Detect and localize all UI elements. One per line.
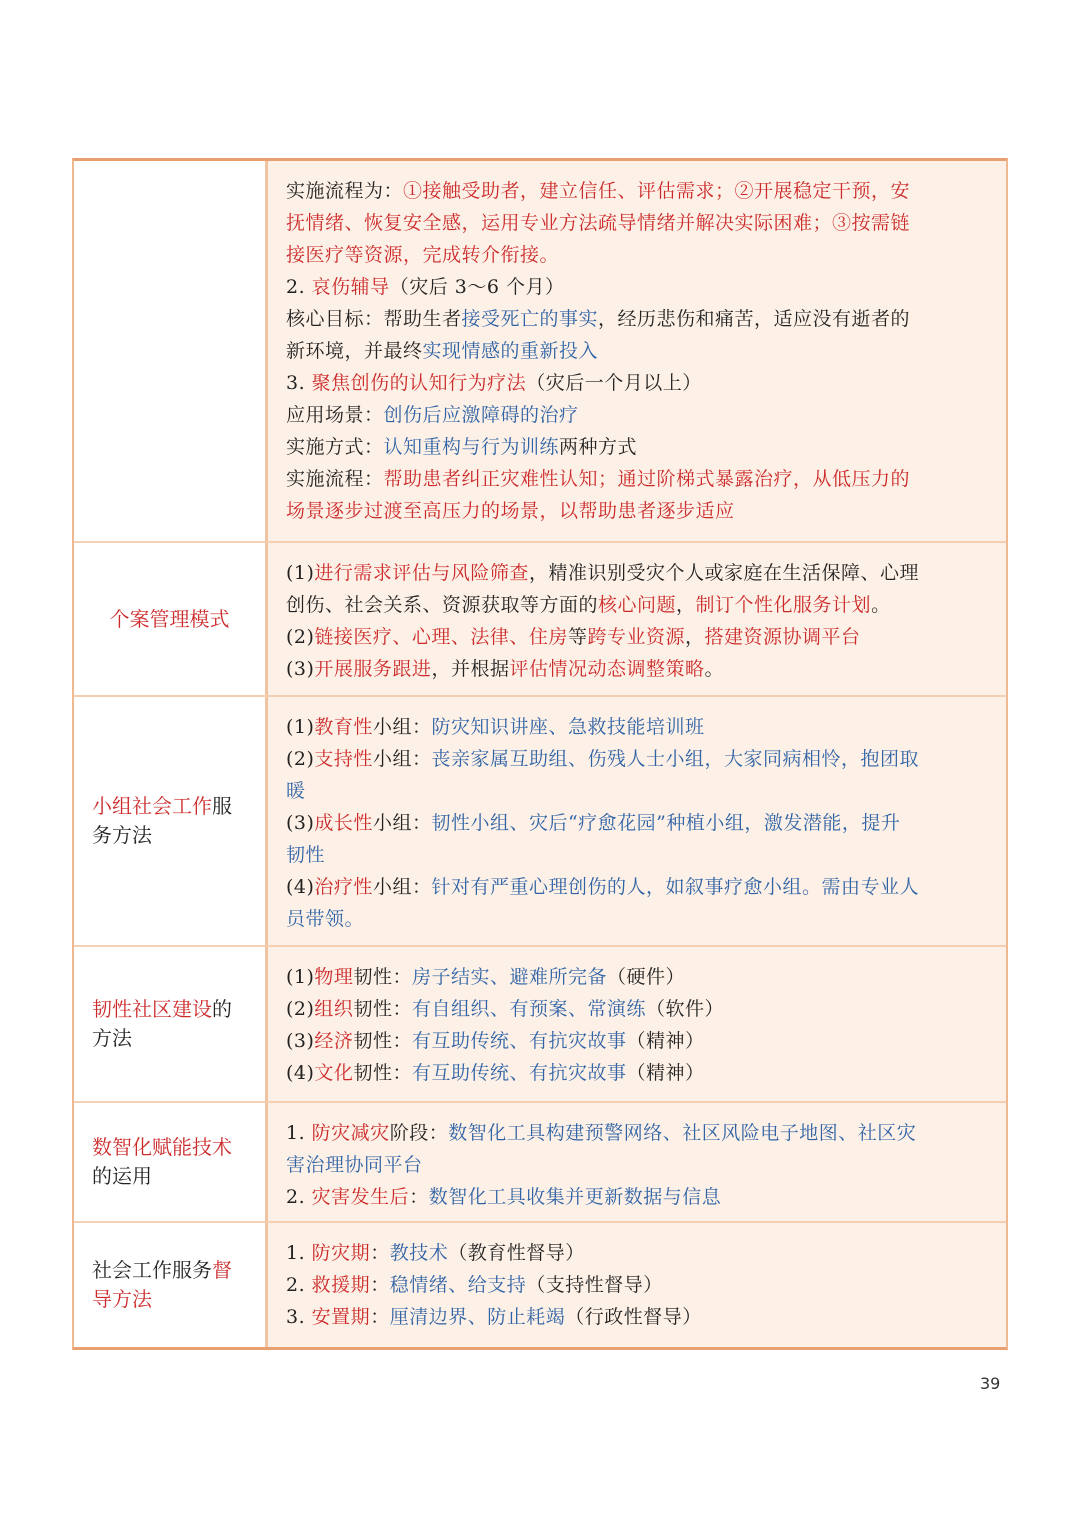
content-line bbox=[286, 589, 988, 621]
text-segment: 创伤后应激障碍的治疗 bbox=[383, 404, 579, 426]
row-content bbox=[268, 947, 1006, 1101]
text-segment: (1) bbox=[286, 562, 315, 584]
text-segment: 评估情况动态调整策略 bbox=[509, 658, 705, 680]
text-segment: 帮助患者纠正灾难性认知；通过阶梯式暴露治疗，从低压力的 bbox=[383, 468, 911, 490]
content-line bbox=[286, 993, 988, 1025]
heading-text: 数智化赋能技术 bbox=[92, 1135, 232, 1159]
text-segment: 治疗性 bbox=[314, 876, 373, 898]
row-heading bbox=[74, 947, 268, 1101]
content-line bbox=[286, 653, 988, 685]
content-table bbox=[72, 158, 1008, 1350]
table-row bbox=[74, 947, 1006, 1103]
content-line bbox=[286, 271, 988, 303]
content-line bbox=[286, 1301, 988, 1333]
page-number: 39 bbox=[980, 1374, 1001, 1393]
text-segment: 防灾减灾 bbox=[311, 1122, 390, 1144]
text-segment: （灾后一个月以上） bbox=[526, 372, 702, 394]
text-segment: 厘清边界、防止耗竭 bbox=[389, 1306, 566, 1328]
text-segment: （灾后 3～6 个月） bbox=[389, 276, 565, 298]
text-segment: (1) bbox=[286, 716, 315, 738]
text-segment: 两种方式 bbox=[559, 436, 638, 458]
content-line bbox=[286, 903, 988, 935]
text-segment: 2. bbox=[286, 1186, 312, 1208]
content-line bbox=[286, 367, 988, 399]
text-segment: 救援期 bbox=[311, 1274, 371, 1296]
text-segment: (3) bbox=[286, 812, 315, 834]
heading-text: 韧性社区建设 bbox=[92, 997, 212, 1021]
content-line bbox=[286, 1181, 988, 1213]
heading-text: 督导方法 bbox=[92, 1258, 232, 1311]
text-segment: 实施方式： bbox=[286, 436, 384, 458]
content-line bbox=[286, 1057, 988, 1089]
content-line bbox=[286, 621, 988, 653]
text-segment: 小组： bbox=[372, 748, 432, 770]
row-content bbox=[268, 161, 1006, 541]
content-line bbox=[286, 303, 988, 335]
text-segment: 认知重构与行为训练 bbox=[383, 436, 560, 458]
text-segment: 文化 bbox=[314, 1062, 354, 1084]
text-segment: 。 bbox=[704, 658, 724, 680]
content-line bbox=[286, 207, 988, 239]
text-segment: 场景逐步过渡至高压力的场景，以帮助患者逐步适应 bbox=[286, 500, 735, 522]
text-segment: 小组： bbox=[372, 876, 432, 898]
table-row bbox=[74, 1103, 1006, 1223]
text-segment: 成长性 bbox=[314, 812, 373, 834]
text-segment: 1. bbox=[286, 1122, 312, 1144]
content-line bbox=[286, 1269, 988, 1301]
text-segment: 聚焦创伤的认知行为疗法 bbox=[311, 372, 527, 394]
text-segment: 员带领。 bbox=[286, 908, 365, 930]
content-line bbox=[286, 495, 988, 527]
table-row bbox=[74, 697, 1006, 947]
content-line bbox=[286, 239, 988, 271]
text-segment: 防灾知识讲座、急救技能培训班 bbox=[431, 716, 705, 738]
text-segment: 韧性 bbox=[286, 844, 326, 866]
heading-text: 个案管理模式 bbox=[109, 606, 230, 631]
table-row bbox=[74, 161, 1006, 543]
content-line bbox=[286, 1149, 988, 1181]
text-segment: 有自组织、有预案、常演练 bbox=[411, 998, 646, 1020]
text-segment: ，经历悲伤和痛苦，适应没有逝者的 bbox=[598, 308, 911, 330]
row-content bbox=[268, 1223, 1006, 1347]
text-segment: 小组： bbox=[372, 812, 432, 834]
row-heading bbox=[74, 697, 268, 945]
text-segment: 有互助传统、有抗灾故事 bbox=[411, 1030, 627, 1052]
text-segment: 核心目标：帮助生者 bbox=[286, 308, 462, 330]
text-segment: 2. bbox=[286, 276, 312, 298]
text-segment: 实施流程： bbox=[286, 468, 384, 490]
text-segment: ， bbox=[684, 626, 705, 648]
text-segment: (2) bbox=[286, 998, 315, 1020]
text-segment: 稳情绪、给支持 bbox=[389, 1274, 527, 1296]
text-segment: 丧亲家属互助组、伤残人士小组，大家同病相怜，抱团取 bbox=[431, 748, 919, 770]
text-segment: 物理 bbox=[314, 966, 354, 988]
text-segment: 核心问题 bbox=[598, 594, 677, 616]
text-segment: 韧性小组、灾后“疗愈花园”种植小组，激发潜能，提升 bbox=[431, 812, 901, 834]
text-segment: 韧性： bbox=[353, 966, 412, 988]
text-segment: 灾害发生后 bbox=[311, 1186, 410, 1208]
row-heading bbox=[74, 161, 268, 541]
content-line bbox=[286, 775, 988, 807]
text-segment: 针对有严重心理创伤的人，如叙事疗愈小组。需由专业人 bbox=[431, 876, 919, 898]
text-segment: 进行需求评估与风险筛查 bbox=[314, 562, 529, 584]
content-line bbox=[286, 399, 988, 431]
text-segment: 等 bbox=[567, 626, 588, 648]
text-segment: 阶段： bbox=[389, 1122, 449, 1144]
text-segment: 安置期 bbox=[311, 1306, 371, 1328]
text-segment: (1) bbox=[286, 966, 315, 988]
heading-text: 的方法 bbox=[92, 997, 232, 1050]
text-segment: 韧性： bbox=[353, 1062, 412, 1084]
text-segment: (3) bbox=[286, 1030, 315, 1052]
text-segment: 害治理协同平台 bbox=[286, 1154, 423, 1176]
text-segment: ①接触受助者，建立信任、评估需求；②开展稳定干预，安 bbox=[403, 180, 911, 202]
text-segment: 经济 bbox=[314, 1030, 354, 1052]
row-content bbox=[268, 1103, 1006, 1221]
content-line bbox=[286, 871, 988, 903]
text-segment: （教育性督导） bbox=[448, 1242, 585, 1264]
heading-text: 服务方法 bbox=[92, 794, 232, 847]
row-content bbox=[268, 543, 1006, 695]
row-heading bbox=[74, 1103, 268, 1221]
heading-text: 小组社会工作 bbox=[92, 794, 212, 818]
text-segment: 数智化工具收集并更新数据与信息 bbox=[428, 1186, 722, 1208]
text-segment: 韧性： bbox=[353, 998, 412, 1020]
text-segment: 支持性 bbox=[314, 748, 373, 770]
text-segment: 。 bbox=[871, 594, 891, 616]
text-segment: （行政性督导） bbox=[565, 1306, 702, 1328]
text-segment: ， bbox=[676, 594, 696, 616]
text-segment: 3. bbox=[286, 1306, 312, 1328]
text-segment: 小组： bbox=[372, 716, 432, 738]
content-line bbox=[286, 961, 988, 993]
text-segment: 组织 bbox=[314, 998, 354, 1020]
text-segment: (4) bbox=[286, 1062, 315, 1084]
content-line bbox=[286, 711, 988, 743]
content-line bbox=[286, 1237, 988, 1269]
text-segment: 新环境，并最终 bbox=[286, 340, 423, 362]
content-line bbox=[286, 807, 988, 839]
content-line bbox=[286, 335, 988, 367]
text-segment: 搭建资源协调平台 bbox=[704, 626, 861, 648]
content-line bbox=[286, 557, 988, 589]
text-segment: ： bbox=[370, 1306, 390, 1328]
content-line bbox=[286, 839, 988, 871]
text-segment: 韧性： bbox=[353, 1030, 412, 1052]
text-segment: （支持性督导） bbox=[526, 1274, 663, 1296]
text-segment: (4) bbox=[286, 876, 315, 898]
text-segment: 教技术 bbox=[389, 1242, 449, 1264]
row-heading bbox=[74, 1223, 268, 1347]
text-segment: 防灾期 bbox=[311, 1242, 371, 1264]
text-segment: 制订个性化服务计划 bbox=[695, 594, 872, 616]
text-segment: (2) bbox=[286, 748, 315, 770]
text-segment: 1. bbox=[286, 1242, 312, 1264]
content-line bbox=[286, 1117, 988, 1149]
content-line bbox=[286, 463, 988, 495]
text-segment: 哀伤辅导 bbox=[311, 276, 390, 298]
text-segment: （精神） bbox=[626, 1062, 705, 1084]
text-segment: 实现情感的重新投入 bbox=[422, 340, 599, 362]
table-row bbox=[74, 543, 1006, 697]
text-segment: 抚情绪、恢复安全感，运用专业方法疏导情绪并解决实际困难；③按需链 bbox=[286, 212, 911, 234]
content-line bbox=[286, 175, 988, 207]
text-segment: 接受死亡的事实 bbox=[461, 308, 599, 330]
text-segment: 链接医疗、心理、法律、住房 bbox=[314, 626, 568, 648]
text-segment: 教育性 bbox=[314, 716, 373, 738]
text-segment: ，并根据 bbox=[431, 658, 510, 680]
text-segment: 创伤、社会关系、资源获取等方面的 bbox=[286, 594, 599, 616]
text-segment: 实施流程为： bbox=[286, 180, 404, 202]
text-segment: 跨专业资源 bbox=[587, 626, 685, 648]
text-segment: (2) bbox=[286, 626, 315, 648]
heading-text: 社会工作服务 bbox=[92, 1258, 212, 1282]
text-segment: ： bbox=[370, 1274, 390, 1296]
text-segment: 接医疗等资源，完成转介衔接。 bbox=[286, 244, 560, 266]
text-segment: ，精准识别受灾个人或家庭在生活保障、心理 bbox=[528, 562, 919, 584]
text-segment: 2. bbox=[286, 1274, 312, 1296]
table-row bbox=[74, 1223, 1006, 1347]
text-segment: 有互助传统、有抗灾故事 bbox=[411, 1062, 627, 1084]
text-segment: 房子结实、避难所完备 bbox=[411, 966, 607, 988]
text-segment: （精神） bbox=[626, 1030, 705, 1052]
text-segment: （硬件） bbox=[606, 966, 685, 988]
content-line bbox=[286, 431, 988, 463]
text-segment: 暖 bbox=[286, 780, 306, 802]
row-heading bbox=[74, 543, 268, 695]
text-segment: （软件） bbox=[645, 998, 724, 1020]
text-segment: ： bbox=[370, 1242, 390, 1264]
text-segment: 3. bbox=[286, 372, 312, 394]
text-segment: (3) bbox=[286, 658, 315, 680]
row-content bbox=[268, 697, 1006, 945]
content-line bbox=[286, 1025, 988, 1057]
heading-text: 的运用 bbox=[92, 1164, 152, 1188]
content-line bbox=[286, 743, 988, 775]
text-segment: 开展服务跟进 bbox=[314, 658, 432, 680]
text-segment: 数智化工具构建预警网络、社区风险电子地图、社区灾 bbox=[448, 1122, 917, 1144]
text-segment: ： bbox=[409, 1186, 429, 1208]
text-segment: 应用场景： bbox=[286, 404, 384, 426]
